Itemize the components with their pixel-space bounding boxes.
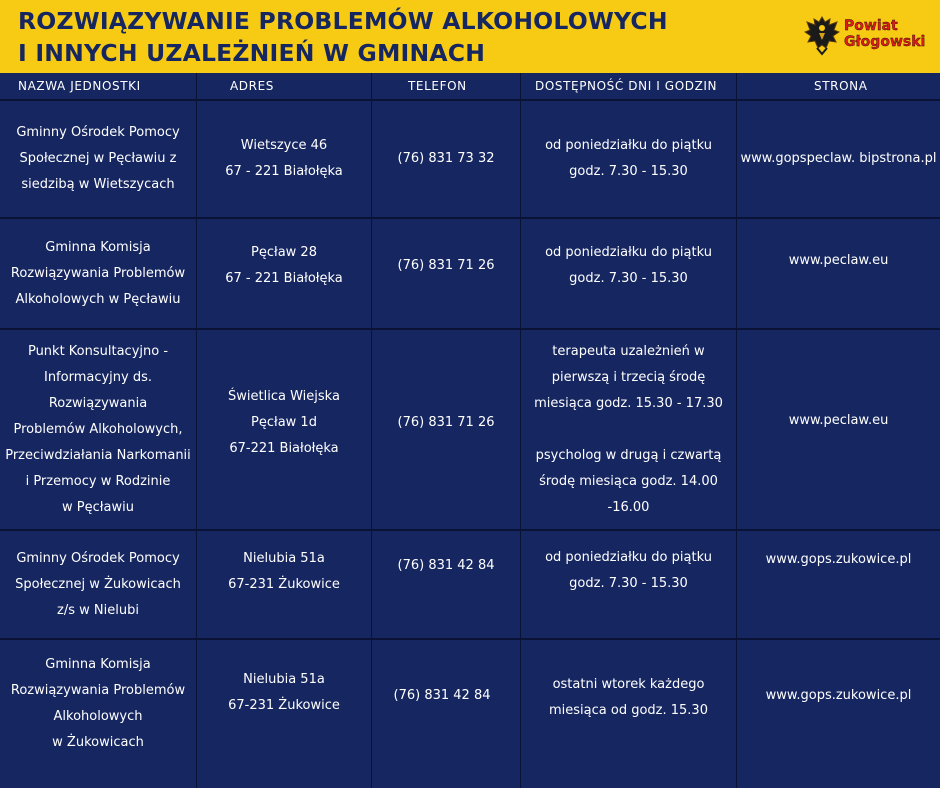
table-row-website[interactable]: www.peclaw.eu [788,253,889,268]
title-banner [0,0,940,73]
table-row-phone: (76) 831 42 84 [393,688,491,703]
title-line-1: ROZWIĄZYWANIE PROBLEMÓW ALKOHOLOWYCH [18,7,668,35]
table-row-hours: ostatni wtorek każdego miesiąca od godz. 15.30 [549,676,708,718]
page-title [18,5,668,69]
logo-wordmark: Powiat Głogowski [844,18,926,50]
table-row-website[interactable]: www.gopspeclaw. bipstrona.pl [740,151,937,166]
table-row-website[interactable]: www.gops.zukowice.pl [765,688,912,703]
table-row-phone: (76) 831 73 32 [397,151,495,166]
column-header-website: STRONA [814,79,868,93]
table-row-phone: (76) 831 71 26 [397,414,495,430]
table-row-hours: terapeuta uzależnień w pierwszą i trzecią środę miesiąca godz. 15.30 - 17.30 psycholog w drugą i czwartą środę miesiąca godz. 14.00 -16.00 [534,343,723,515]
table-row-name: Gminny Ośrodek Pomocy Społecznej w Pęcławiu z siedzibą w Wietszycach [16,125,180,192]
powiat-glogowski-logo [804,14,934,60]
contacts-table [0,73,940,788]
table-row-hours: od poniedziałku do piątku godz. 7.30 - 15.30 [545,550,712,591]
table-row-address: Nielubia 51a 67-231 Żukowice [228,551,340,592]
table-row-address: Pęcław 28 67 - 221 Białołęka [225,244,343,286]
column-header-name: NAZWA JEDNOSTKI [18,79,141,93]
table-row-phone: (76) 831 42 84 [397,558,495,573]
title-line-2: I INNYCH UZALEŻNIEŃ W GMINACH [18,39,486,67]
table-row-name: Gminna Komisja Rozwiązywania Problemów Alkoholowych w Pęcławiu [10,239,186,307]
table-row-hours: od poniedziałku do piątku godz. 7.30 - 15.30 [545,244,712,286]
table-row-address: Świetlica Wiejska Pęcław 1d 67-221 Białołęka [228,388,340,456]
column-header-phone: TELEFON [408,79,467,93]
table-row-website[interactable]: www.peclaw.eu [788,412,889,428]
table-row-name: Punkt Konsultacyjno - Informacyjny ds. Rozwiązywania Problemów Alkoholowych, Przeciwdziałania Narkomanii i Przemocy w Rodzinie w Pęcławiu [5,343,191,515]
table-row-website[interactable]: www.gops.zukowice.pl [765,552,912,567]
eagle-coat-of-arms-icon [804,14,840,56]
table-row-hours: od poniedziałku do piątku godz. 7.30 - 15.30 [545,138,712,179]
table-row-phone: (76) 831 71 26 [397,257,495,273]
table-row-address: Nielubia 51a 67-231 Żukowice [228,672,340,713]
table-row-name: Gminny Ośrodek Pomocy Społecznej w Żukowicach z/s w Nielubi [15,550,181,618]
column-header-hours: DOSTĘPNOŚĆ DNI I GODZIN [535,79,718,93]
table-row-name: Gminna Komisja Rozwiązywania Problemów Alkoholowych w Żukowicach [10,657,186,750]
table-row-address: Wietszyce 46 67 - 221 Białołęka [225,138,343,179]
column-header-address: ADRES [230,79,274,93]
